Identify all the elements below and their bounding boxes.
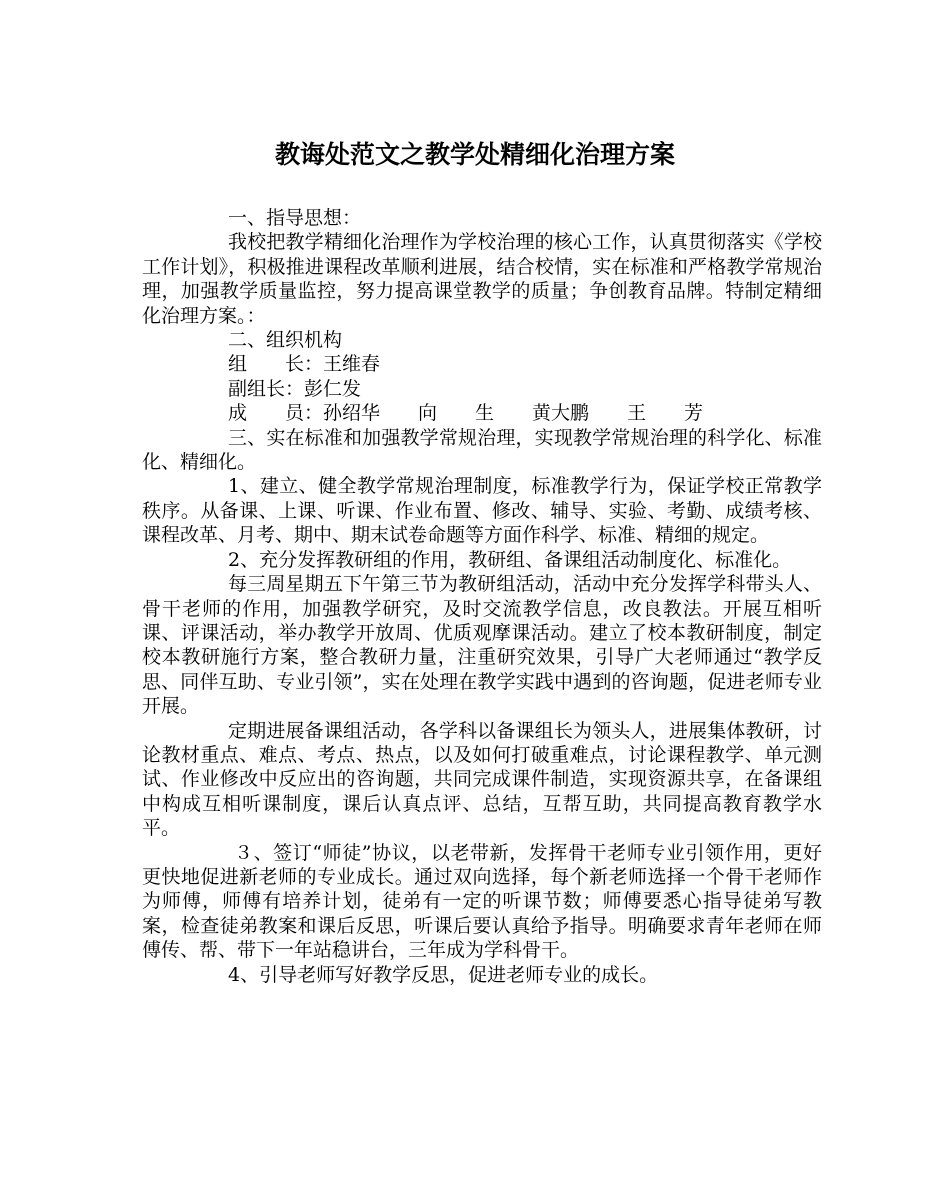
section-heading-routine-management: 三、实在标准和加强教学常规治理，实现教学常规治理的科学化、标准化、精细化。 <box>142 426 822 474</box>
org-members-line: 成 员：孙绍华 向 生 黄大鹏 王 芳 <box>228 402 704 425</box>
section-heading-guiding-ideology: 一、指导思想： <box>228 207 362 229</box>
paragraph-item-1: 1、建立、健全教学常规治理制度，标准教学行为，保证学校正常教学秩序。从备课、上课、听课、作业布置、修改、辅导、实验、考勤、成绩考核、课程改革、月考、期中、期末试卷命题等方面作科学、标准、精细的规定。 <box>142 475 822 547</box>
document-body <box>142 206 822 987</box>
paragraph-guiding-ideology: 我校把教学精细化治理作为学校治理的核心工作，认真贯彻落实《学校工作计划》，积极推进课程改革顺利进展，结合校情，实在标准和严格教学常规治理，加强教学质量监控，努力提高课堂教学的质量；争创教育品牌。特制定精细化治理方案。： <box>142 231 822 327</box>
paragraph-item-4: 4、引导老师写好教学反思，促进老师专业的成长。 <box>228 963 659 986</box>
org-deputy-leader-line: 副组长：彭仁发 <box>228 377 362 400</box>
paragraph-lesson-prep-group: 定期进展备课组活动，各学科以备课组长为领头人，进展集体教研，讨论教材重点、难点、考点、热点，以及如何打破重难点，讨论课程教学、单元测试、作业修改中反应出的咨询题，共同完成课件制造，实现资源共享，在备课组中构成互相听课制度，课后认真点评、总结，互帮互助，共同提高教育教学水平。 <box>142 719 822 840</box>
paragraph-research-group-activity: 每三周星期五下午第三节为教研组活动，活动中充分发挥学科带头人、骨干老师的作用，加强教学研究，及时交流教学信息，改良教法。开展互相听课、评课活动，举办教学开放周、优质观摩课活动。建立了校本教研制度，制定校本教研施行方案，整合教研力量，注重研究效果，引导广大老师通过“教学反思、同伴互助、专业引领”，实在处理在教学实践中遇到的咨询题，促进老师专业开展。 <box>142 573 822 718</box>
paragraph-item-2: 2、充分发挥教研组的作用，教研组、备课组活动制度化、标准化。 <box>228 548 792 571</box>
section-heading-organization: 二、组织机构 <box>228 329 343 352</box>
paragraph-item-3: ３、签订“师徒”协议，以老带新，发挥骨干老师专业引领作用，更好更快地促进新老师的专业成长。通过双向选择，每个新老师选择一个骨干老师作为师傅，师傅有培养计划，徒弟有一定的听课节数；师傅要悉心指导徒弟写教案，检查徒弟教案和课后反思，听课后要认真给予指导。明确要求青年老师在师傅传、帮、带下一年站稳讲台，三年成为学科骨干。 <box>142 841 822 962</box>
document-title: 教诲处范文之教学处精细化治理方案 <box>274 140 675 169</box>
org-leader-line: 组 长：王维春 <box>228 353 381 376</box>
